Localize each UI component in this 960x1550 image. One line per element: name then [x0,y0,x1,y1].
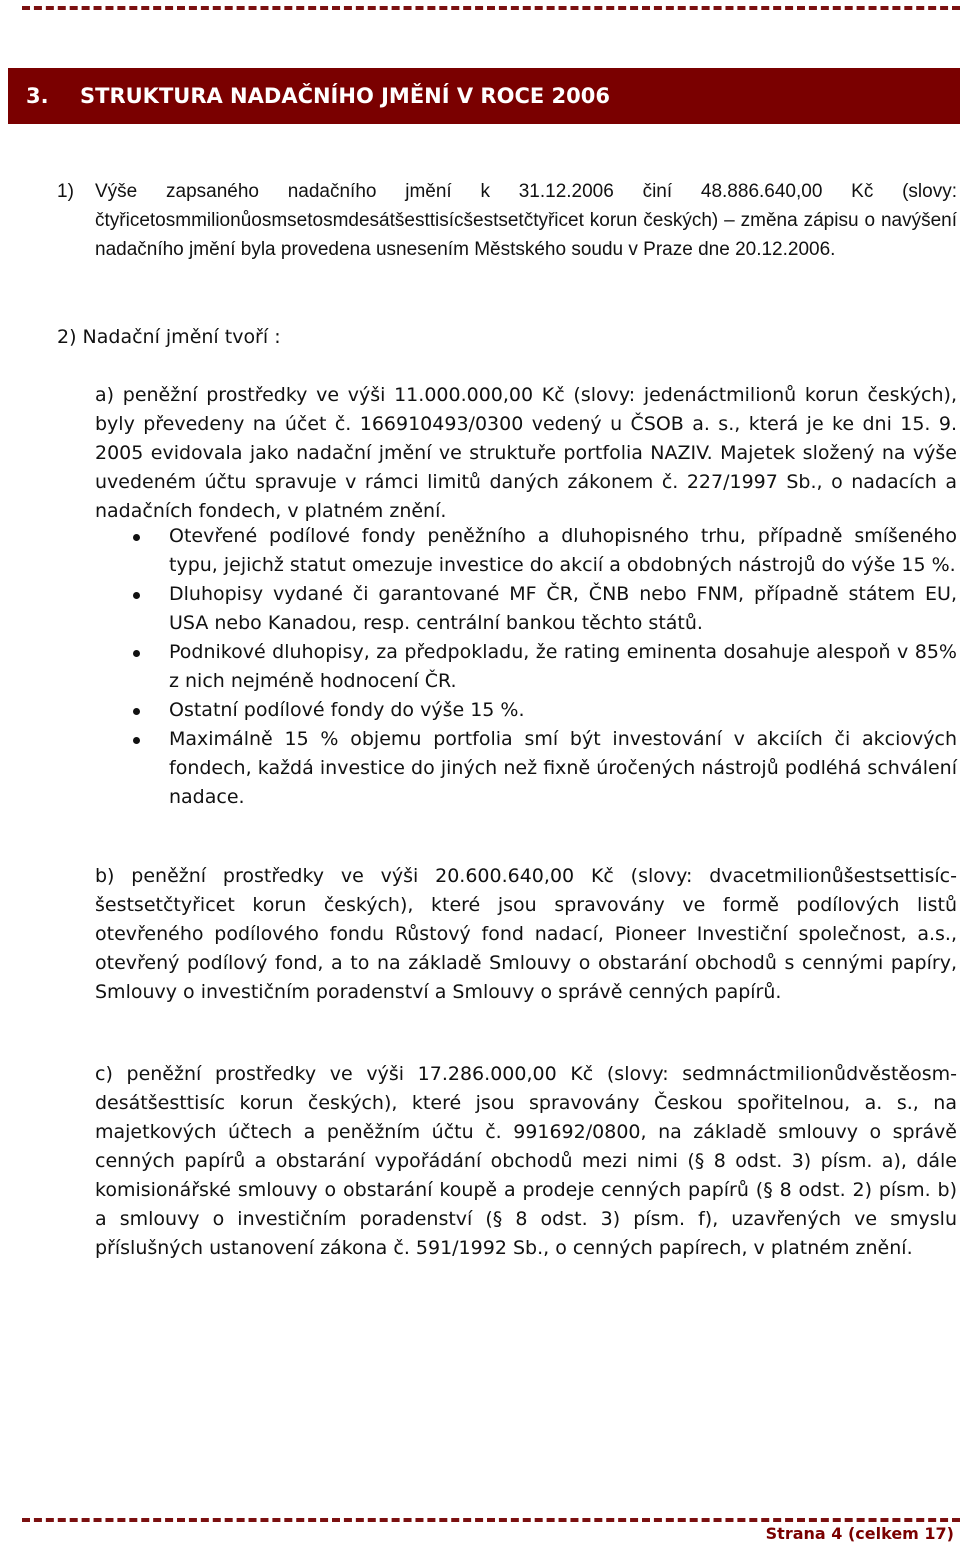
list-item-text: Podnikové dluhopisy, za předpokladu, že rating eminenta dosahuje alespoň v 85% z nich nejméně hodnocení ČR. [169,641,957,692]
section-number: 3. [26,84,49,108]
section-title: STRUKTURA NADAČNÍHO JMĚNÍ V ROCE 2006 [80,84,610,108]
part-c-text: c) peněžní prostředky ve výši 17.286.000,00 Kč (slovy: sedmnáctmilionůdvěstěosm-desátšesttisíc korun českých), které jsou spravovány Českou spořitelnou, a. s., na majetkových účtech a peněžním účtu č. 991692/0800, na základě smlouvy o správě cenných papírů a obstarání vypořádání obchodů mezi nimi (§ 8 odst. 3) písm. a), dále komisionářské smlouvy o obstarání koupě a prodeje cenných papírů (§ 8 odst. 2) písm. b) a smlouvy o investičním poradenství (§ 8 odst. 3) písm. f), uzavřených ve smyslu příslušných ustanovení zákona č. 591/1992 Sb., o cenných papírech, v platném znění. [95,1063,957,1259]
section-heading-bar [8,68,960,124]
page-number: Strana 4 (celkem 17) [765,1524,954,1543]
bullet-icon [133,650,140,657]
list-item-text: Otevřené podílové fondy peněžního a dluhopisného trhu, případně smíšeného typu, jejichž statut omezuje investice do akcií a obdobných nástrojů do výše 15 %. [169,525,957,576]
list-item-text: Ostatní podílové fondy do výše 15 %. [169,699,525,721]
investment-limits-list [0,522,960,812]
list-item-text: Dluhopisy vydané či garantované MF ČR, ČNB nebo FNM, případně státem EU, USA nebo Kanadou, resp. centrální bankou těchto států. [169,583,957,634]
item-2-heading: 2) Nadační jmění tvoří : [57,326,281,348]
bullet-icon [133,708,140,715]
item-1-text: Výše zapsaného nadačního jmění k 31.12.2006 činí 48.886.640,00 Kč (slovy: čtyřicetosmmilionůosmsetosmdesátšesttisícšestsetčtyřicet korun českých) – změna zápisu o navýšení nadačního jmění byla provedena usnesením Městského soudu v Praze dne 20.12.2006. [95,181,957,260]
list-item [0,522,957,580]
bullet-icon [133,737,140,744]
list-item [0,580,957,638]
list-item-text: Maximálně 15 % objemu portfolia smí být investování v akciích či akciových fondech, každá investice do jiných než fixně úročených nástrojů podléhá schválení nadace. [169,728,957,808]
part-b-text: b) peněžní prostředky ve výši 20.600.640,00 Kč (slovy: dvacetmilionůšestsettisíc-šestsetčtyřicet korun českých), které jsou spravovány ve formě podílových listů otevřeného podílového fondu Růstový fond nadací, Pioneer Investiční společnost, a.s., otevřený podílový fond, a to na základě Smlouvy o obstarání obchodů s cennými papíry, Smlouvy o investičním poradenství a Smlouvy o správě cenných papírů. [95,865,957,1003]
list-item [0,638,957,696]
bullet-icon [133,592,140,599]
top-divider [22,6,960,10]
list-item [0,696,957,725]
list-item [0,725,957,812]
bullet-icon [133,534,140,541]
bottom-divider [22,1518,960,1522]
part-a-text: a) peněžní prostředky ve výši 11.000.000,00 Kč (slovy: jedenáctmilionů korun českých), byly převedeny na účet č. 166910493/0300 vedený u ČSOB a. s., která je ke dni 15. 9. 2005 evidovala jako nadační jmění ve struktuře portfolia NAZIV. Majetek složený na výše uvedeném účtu spravuje v rámci limitů daných zákonem č. 227/1997 Sb., o nadacích a nadačních fondech, v platném znění. [95,384,957,522]
item-1-number: 1) [57,181,74,202]
